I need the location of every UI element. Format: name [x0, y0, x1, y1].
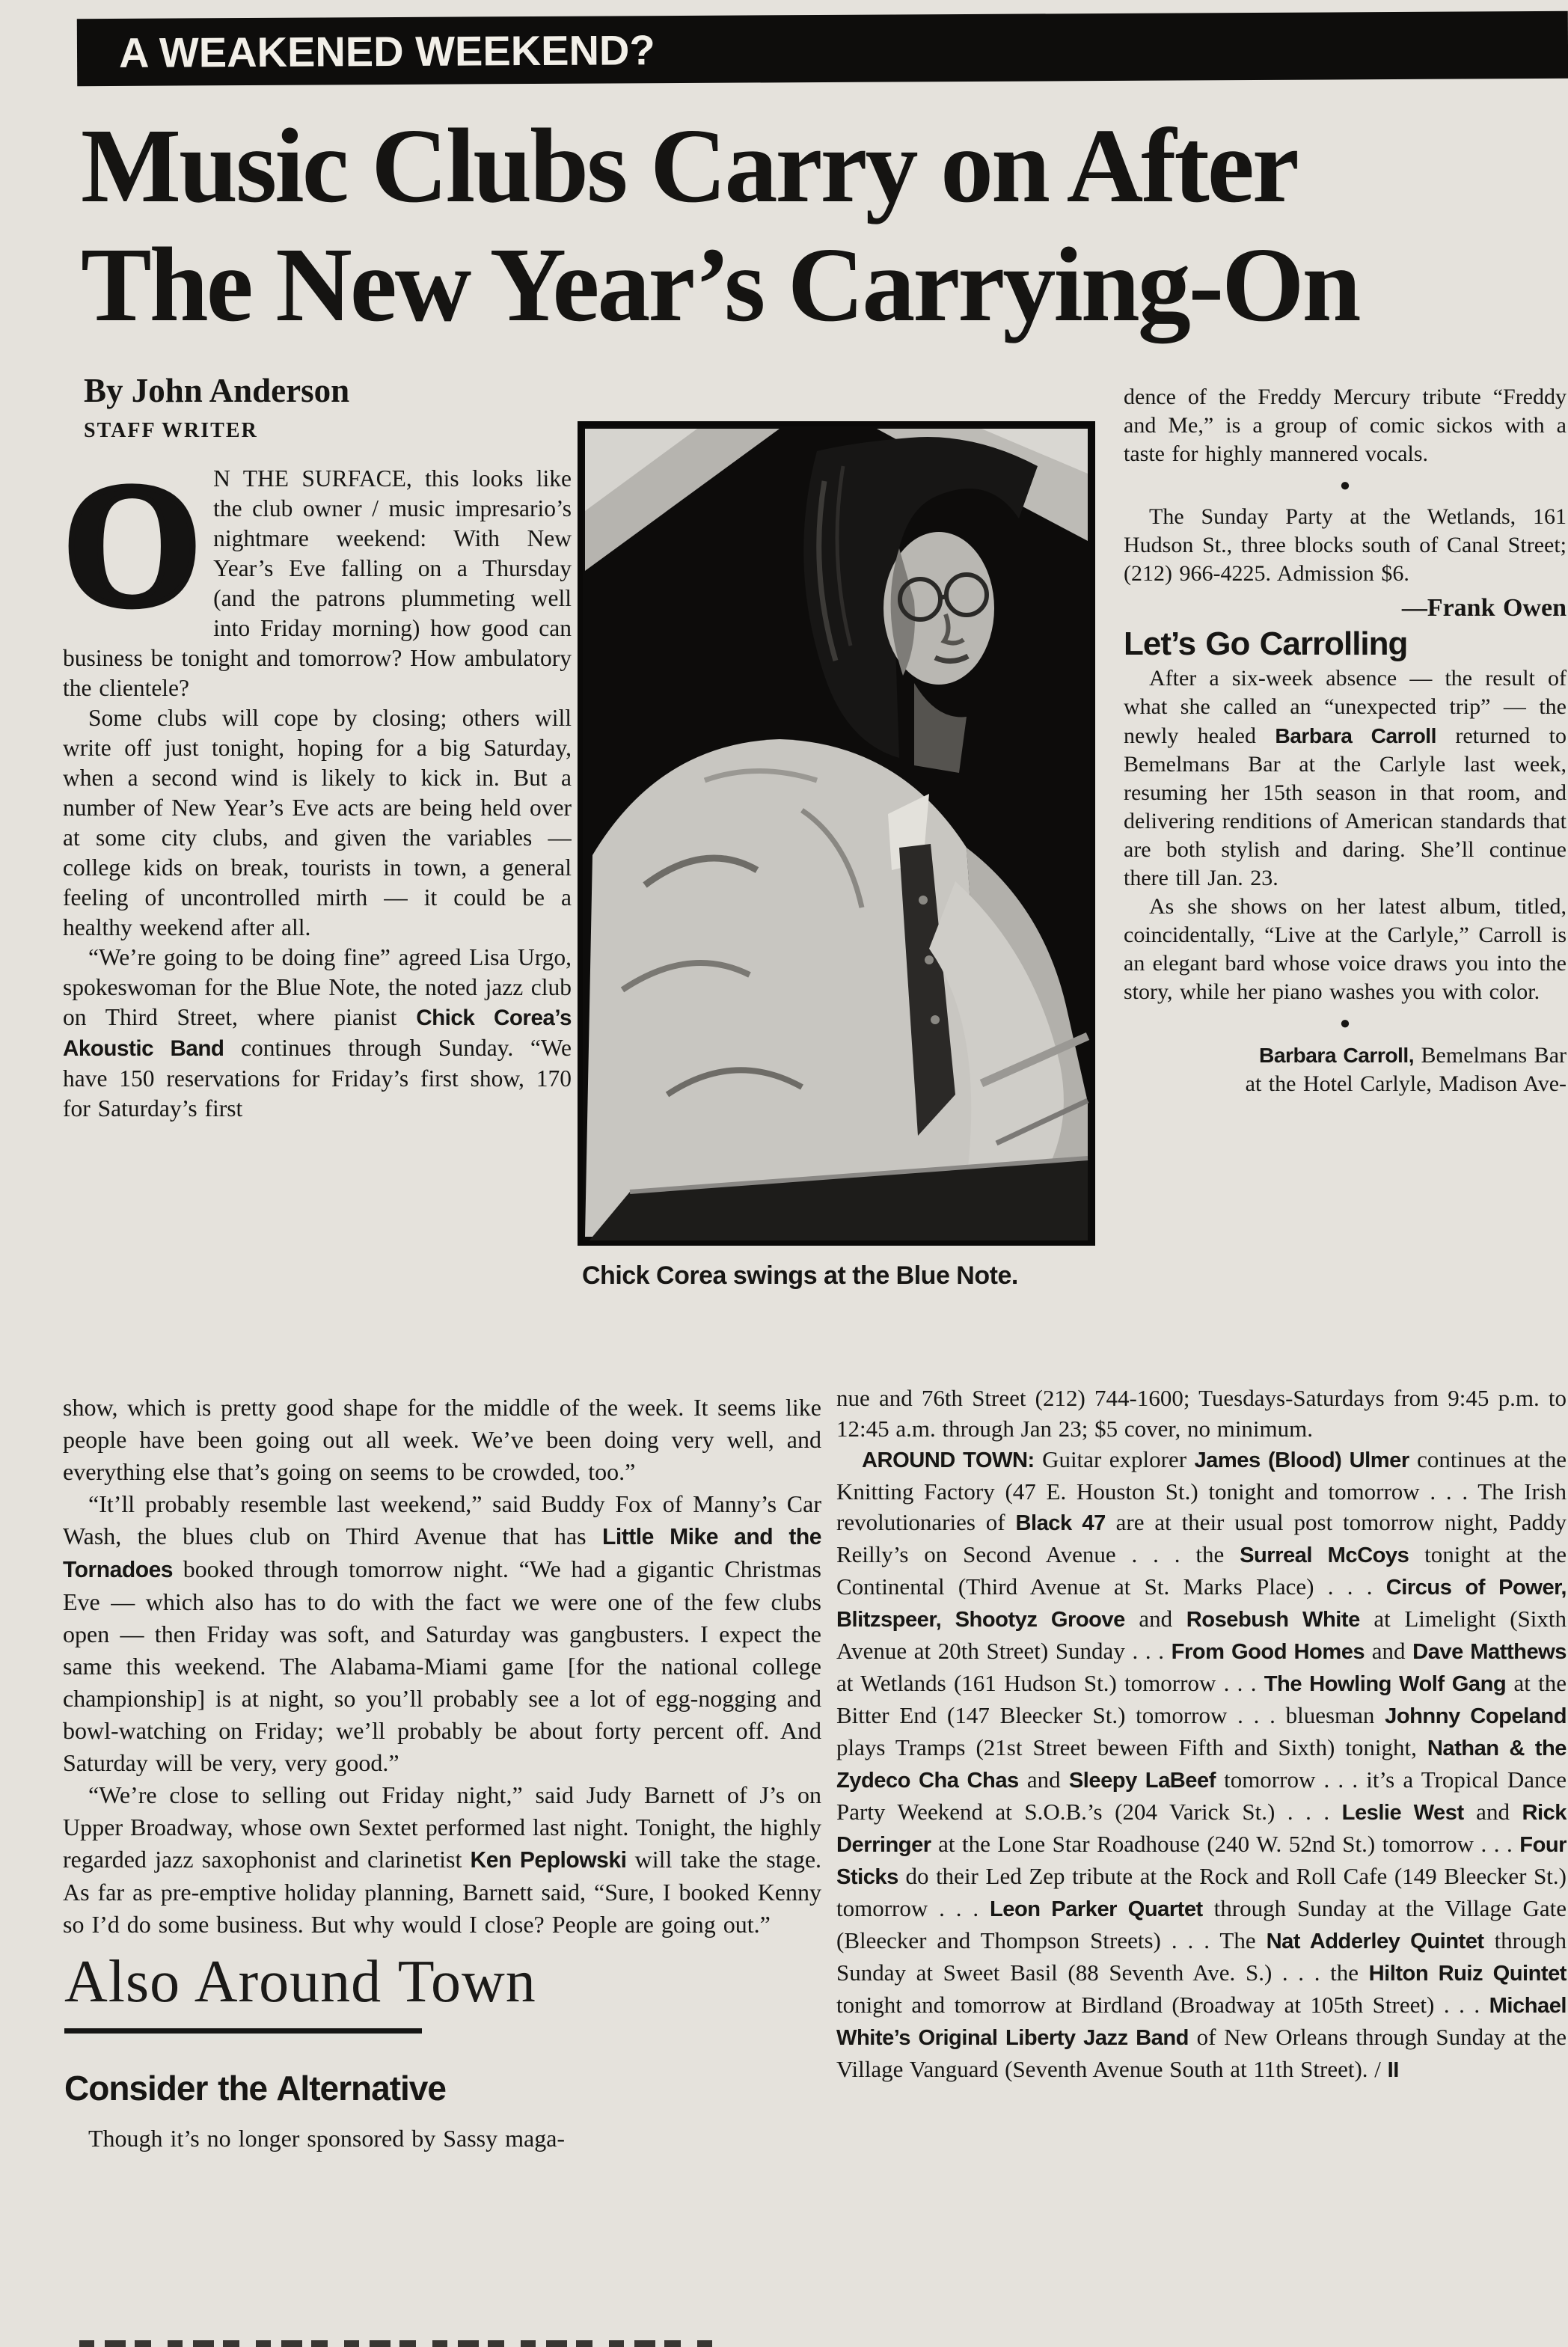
paragraph-judy-barnett: “We’re close to selling out Friday night,” said Judy Barnett of J’s on Upper Broadway, whose own Sextet performed last night. Tonight, the highly regarded jazz saxophonist and clarinetist Ken Peplowski will take the stage. As far as pre-emptive holiday planning, Barnett said, “Sure, I booked Kenny so I’d do some business. But why would I close? People are going out.”: [63, 1781, 821, 1938]
paragraph-opening: [63, 464, 572, 703]
paragraph-freddy-continuation: dence of the Freddy Mercury tribute “Freddy and Me,” is a group of comic sickos with a taste for highly mannered vocals.: [1124, 385, 1567, 466]
byline-role: STAFF WRITER: [84, 419, 258, 442]
paragraph-blue-note-continuation: show, which is pretty good shape for the middle of the week. It seems like people have been going out all week. We’ve been doing very well, and everything else that’s going on seems to be crowded, too.”: [63, 1394, 821, 1485]
headline: [81, 106, 1565, 344]
paragraph-listing-continuation: nue and 76th Street (212) 744-1600; Tuesdays-Saturdays from 9:45 p.m. to 12:45 a.m. through Jan 23; $5 cover, no minimum.: [836, 1385, 1567, 1442]
column-right-narrow: [1124, 383, 1567, 1378]
column-right-wide: [836, 1383, 1567, 2347]
byline-author: By John Anderson: [84, 372, 350, 409]
section-bullet-2: ●: [1339, 1014, 1351, 1033]
headline-line-1: Music Clubs Carry on After: [81, 106, 1297, 224]
listing-lead-line-2: at the Hotel Carlyle, Madison Ave-: [1245, 1071, 1567, 1096]
subsection-heading-alternative: Consider the Alternative: [64, 2069, 446, 2108]
paragraph-sunday-party: The Sunday Party at the Wetlands, 161 Hudson St., three blocks south of Canal Street; (212) 966-4225. Admission $6.: [1124, 504, 1567, 586]
section-rule: [64, 2028, 422, 2034]
paragraph-blue-note-start: “We’re going to be doing fine” agreed Lisa Urgo, spokeswoman for the Blue Note, the noted jazz club on Third Street, where pianist Chick Corea’s Akoustic Band continues through Sunday. “We have 150 reservations for Friday’s first show, 170 for Saturday’s first: [63, 944, 572, 1122]
section-heading-also-around-town: Also Around Town: [64, 1949, 536, 2015]
paragraph-sassy: Though it’s no longer sponsored by Sassy maga-: [88, 2125, 566, 2152]
paragraph-barbara-carroll: After a six-week absence — the result of what she called an “unexpected trip” — the newly healed Barbara Carroll returned to Bemelmans Bar at the Carlyle last week, resuming her 15th season in that room, and delivering renditions of American standards that are both stylish and daring. She’ll continue there till Jan. 23.: [1124, 666, 1567, 890]
section-bullet-1: ●: [1339, 476, 1351, 495]
photo-caption: Chick Corea swings at the Blue Note.: [582, 1261, 1018, 1290]
halftone-photo-illustration: [578, 421, 1095, 1246]
listing-lead-line-1: Barbara Carroll, Bemelmans Bar: [1258, 1043, 1567, 1068]
paragraph-live-at-carlyle: As she shows on her latest album, titled, coincidentally, “Live at the Carlyle,” Carroll is an elegant bard whose voice draws you into the story, while her piano washes you with color.: [1124, 894, 1567, 1004]
column-left-wide: [63, 1392, 821, 2347]
byline: [84, 371, 578, 443]
paragraph-opening-text: N THE SURFACE, this looks like the club owner / music impresario’s nightmare weekend: With New Year’s Eve falling on a Thursday (and the patrons plummeting well into Friday morning) how good can business be tonight and tomorrow? How ambulatory the clientele?: [63, 465, 572, 701]
paragraph-some-clubs: Some clubs will cope by closing; others will write off just tonight, hoping for a big Saturday, when a second wind is likely to kick in. But a number of New Year’s Eve acts are being held over at some city clubs, and given the variables — college kids on break, tourists in town, a general feeling of uncontrolled mirth — it could be a healthy weekend after all.: [63, 705, 572, 940]
paragraph-around-town: AROUND TOWN: Guitar explorer James (Blood) Ulmer continues at the Knitting Factory (47 E. Houston St.) tonight and tomorrow . . . The Irish revolutionaries of Black 47 are at their usual post tomorrow night, Paddy Reilly’s on Second Avenue . . . the Surreal McCoys tonight at the Continental (Third Avenue at St. Marks Place) . . . Circus of Power, Blitzspeer, Shootyz Groove and Rosebush White at Limelight (Sixth Avenue at 20th Street) Sunday . . . From Good Homes and Dave Matthews at Wetlands (161 Hudson St.) tomorrow . . . The Howling Wolf Gang at the Bitter End (147 Bleecker St.) tomorrow . . . bluesman Johnny Copeland plays Tramps (21st Street beween Fifth and Sixth) tonight, Nathan & the Zydeco Cha Chas and Sleepy LaBeef tomorrow . . . it’s a Tropical Dance Party Weekend at S.O.B.’s (204 Varick St.) . . . Leslie West and Rick Derringer at the Lone Star Roadhouse (240 W. 52nd St.) tomorrow . . . Four Sticks do their Led Zep tribute at the Rock and Roll Cafe (149 Bleecker St.) tomorrow . . . Leon Parker Quartet through Sunday at the Village Gate (Bleecker and Thompson Streets) . . . The Nat Adderley Quintet through Sunday at Sweet Basil (88 Seventh Ave. S.) . . . the Hilton Ruiz Quintet tonight and tomorrow at Birdland (Broadway at 105th Street) . . . Michael White’s Original Liberty Jazz Band of New Orleans through Sunday at the Village Vanguard (Seventh Avenue South at 11th Street). / II: [836, 1446, 1567, 2082]
writer-credit: —Frank Owen: [1401, 594, 1567, 622]
subsection-heading-carrolling: Let’s Go Carrolling: [1124, 625, 1408, 662]
kicker-text: A WEAKENED WEEKEND?: [118, 25, 655, 76]
column-left-narrow: [63, 464, 572, 1390]
drop-cap: O: [63, 464, 202, 643]
kicker-banner: [77, 11, 1568, 86]
paragraph-buddy-fox: “It’ll probably resemble last weekend,” said Buddy Fox of Manny’s Car Wash, the blues club on Third Avenue that has Little Mike and the Tornadoes booked through tomorrow night. “We had a gigantic Christmas Eve — which also has to do with the fact we were one of the few clubs open — then Friday was soft, and Saturday was gangbusters. I expect the same this weekend. The Alabama-Miami game [for the national college championship] is at night, so you’ll probably see a lot of egg-nogging and bowl-watching on Friday; we’ll probably be about forty percent off. And Saturday will be very, very good.”: [63, 1490, 821, 1776]
headline-line-2: The New Year’s Carrying-On: [81, 225, 1359, 344]
chick-corea-photo: [578, 421, 1095, 1246]
cut-off-line-artifact: [79, 2340, 715, 2347]
